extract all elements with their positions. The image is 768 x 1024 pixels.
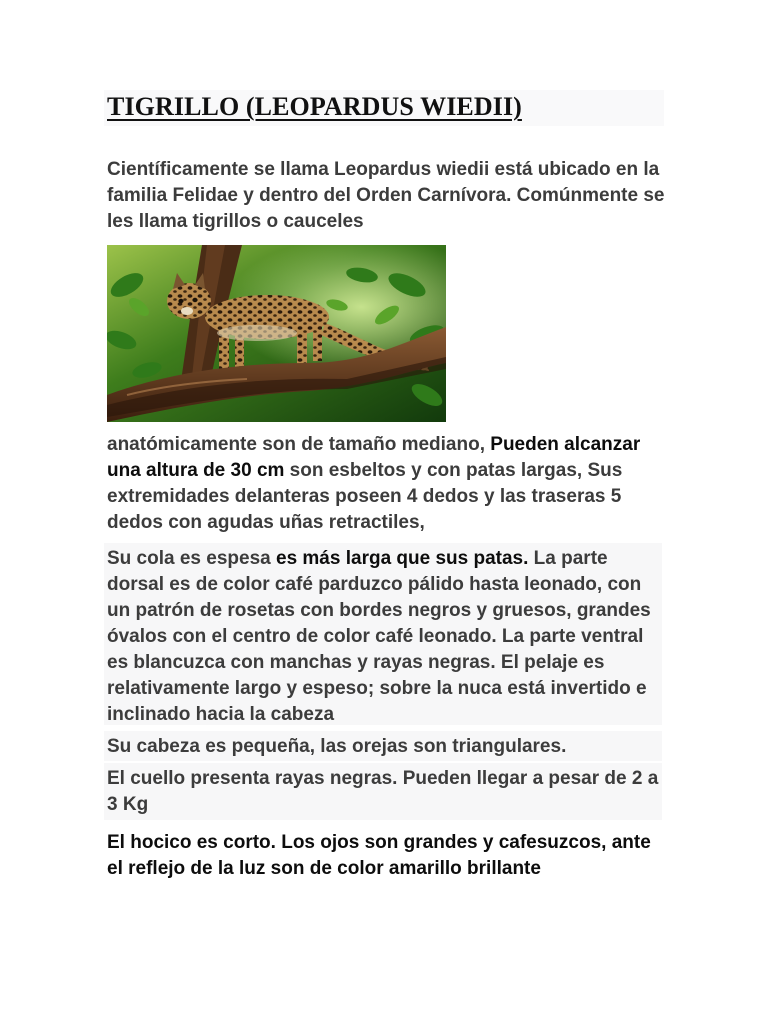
- anatomy-text-1: anatómicamente son de tamaño mediano,: [107, 434, 491, 455]
- tail-paragraph: [107, 546, 667, 728]
- head-paragraph: Su cabeza es pequeña, las orejas son triangulares.: [107, 736, 567, 757]
- neck-paragraph: El cuello presenta rayas negras. Pueden llegar a pesar de 2 a 3 Kg: [107, 768, 659, 815]
- tail-text-1: Su cola es espesa: [107, 548, 276, 569]
- anatomy-highlight: Pueden alcanzar una altura de 30 cm: [107, 434, 641, 481]
- tail-text-2: La parte dorsal es de color café parduzco pálido hasta leonado, con un patrón de rosetas con bordes negros y gruesos, grandes óvalos con el centro de color café leonado. La parte ventral es blancuzca con manchas y rayas negras. El pelaje es relativamente largo y espeso; sobre la nuca está invertido e inclinado hacia la cabeza: [107, 548, 651, 725]
- intro-paragraph: Científicamente se llama Leopardus wiedii está ubicado en la familia Felidae y dentro del Orden Carnívora. Comúnmente se les llama tigrillos o cauceles: [107, 159, 665, 232]
- tigrillo-photo: [107, 245, 446, 422]
- document-title: TIGRILLO (LEOPARDUS WIEDII): [107, 92, 522, 121]
- snout-paragraph: El hocico es corto. Los ojos son grandes y cafesuzcos, ante el reflejo de la luz son de color amarillo brillante: [107, 832, 651, 879]
- anatomy-text-2: son esbeltos y con patas largas, Sus extremidades delanteras poseen 4 dedos y las traseras 5 dedos con agudas uñas retractiles,: [107, 460, 623, 533]
- anatomy-paragraph: [107, 432, 667, 536]
- tail-highlight-text: es más larga que sus patas.: [276, 548, 529, 569]
